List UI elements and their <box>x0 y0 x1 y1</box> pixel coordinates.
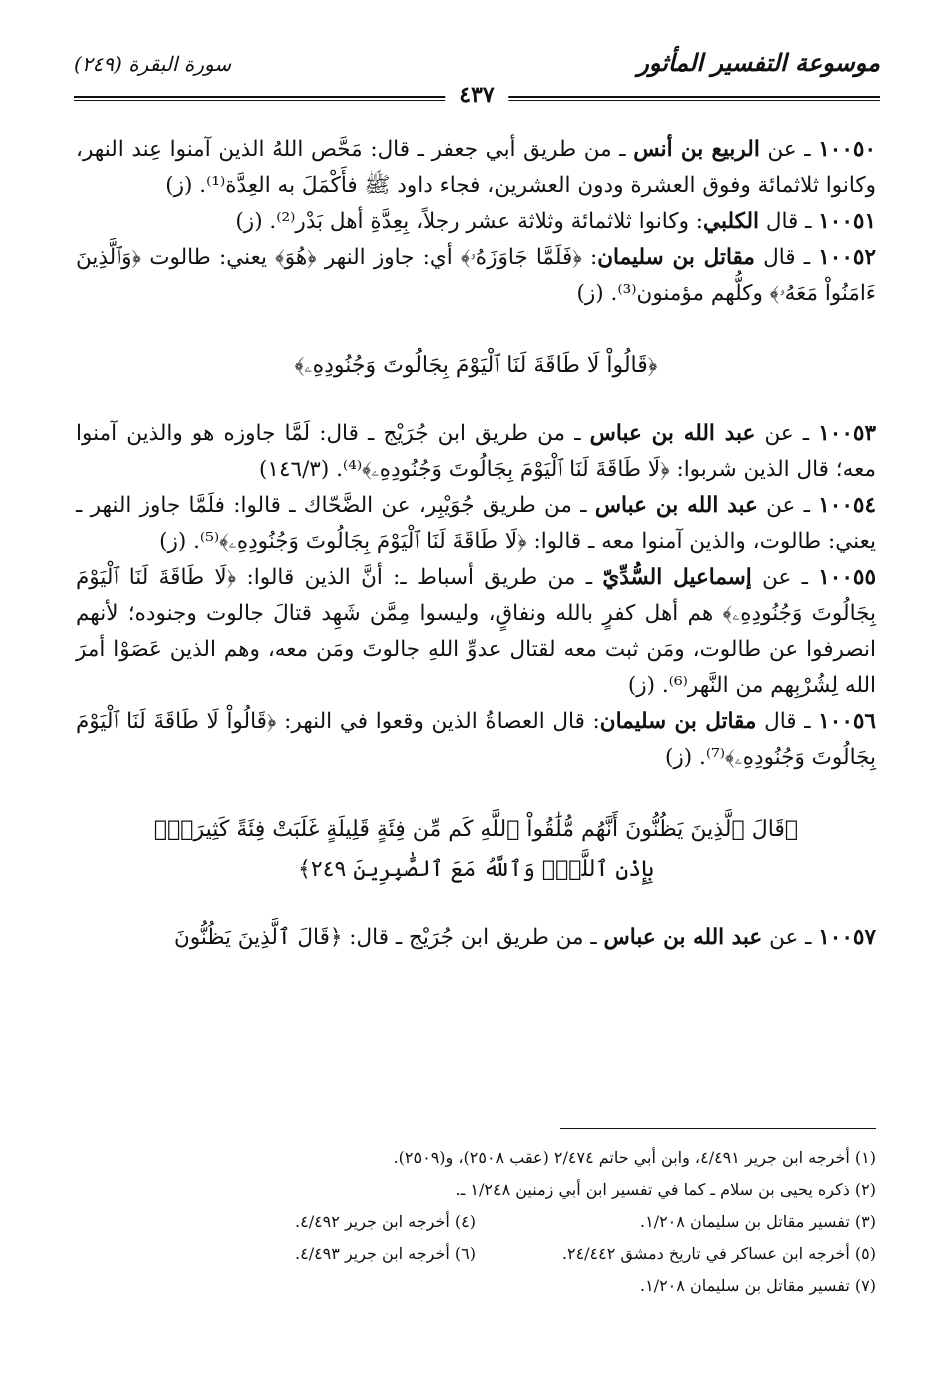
narration-number: ١٠٠٥٦ <box>818 709 876 734</box>
narration-prefix: ـ عن <box>751 565 819 590</box>
narration-text: ـ من طريق أبي جعفر ـ قال: مَحَّص اللهُ الذين آمنوا عِند النهر، وكانوا ثلاثمائة وفوق العشرة ودون العشرين، فجاء داود ﷺ فأَكْمَلَ به العِدَّة⁽¹⁾. (ز) <box>76 137 876 198</box>
narration-prefix: ـ قال <box>758 209 819 234</box>
footnote-3: (٣) تفسير مقاتل بن سليمان ١/٢٠٨. <box>640 1212 876 1231</box>
page-number: ٤٣٧ <box>445 82 508 108</box>
narration-10050 <box>76 132 876 204</box>
narration-number: ١٠٠٥٤ <box>818 493 876 518</box>
narration-10053 <box>76 416 876 488</box>
narration-text: ـ من طريق ابن جُرَيْج ـ قال: لَمَّا جاوزه هو والذين آمنوا معه؛ قال الذين شربوا: ﴿لَا طَاقَةَ لَنَا ٱلْيَوْمَ بِجَالُوتَ وَجُنُودِهِۦ﴾⁽⁴⁾. (١٤٦/٣) <box>76 421 876 482</box>
narration-10055 <box>76 560 876 704</box>
narration-prefix: ـ عن <box>757 493 819 518</box>
narrator-name: عبد الله بن عباس <box>594 493 758 518</box>
narration-text: : قال العصاةُ الذين وقعوا في النهر: ﴿قَالُواْ لَا طَاقَةَ لَنَا ٱلْيَوْمَ بِجَالُوتَ وَجُنُودِهِۦ﴾⁽⁷⁾. (ز) <box>76 709 876 770</box>
page-header <box>74 42 880 108</box>
footnote-6: (٦) أخرجه ابن جرير ٤/٤٩٣. <box>295 1244 476 1263</box>
footnote-7: (٧) تفسير مقاتل بن سليمان ١/٢٠٨. <box>640 1276 876 1295</box>
narration-prefix: ـ قال <box>756 709 819 734</box>
narrator-name: مقاتل بن سليمان <box>599 709 757 734</box>
narration-prefix: ـ عن <box>759 137 819 162</box>
footnote-row <box>76 1238 876 1270</box>
quran-verse-heading: ﴿قَالُواْ لَا طَاقَةَ لَنَا ٱلْيَوْمَ بِجَالُوتَ وَجُنُودِهِۦ﴾ <box>294 353 658 378</box>
narration-10056 <box>76 704 876 776</box>
footnote-4: (٤) أخرجه ابن جرير ٤/٤٩٢. <box>295 1212 476 1231</box>
narrator-name: عبد الله بن عباس <box>589 421 756 446</box>
narrator-name: عبد الله بن عباس <box>603 925 763 950</box>
narrator-name: مقاتل بن سليمان <box>597 245 755 270</box>
footnote-1: (١) أخرجه ابن جرير ٤/٤٩١، وابن أبي حاتم ٢/٤٧٤ (عقب ٢٥٠٨)، و(٢٥٠٩). <box>393 1148 876 1167</box>
footnote-separator <box>560 1128 876 1129</box>
book-title: موسوعة التفسير المأثور <box>637 48 880 77</box>
narration-10057 <box>76 920 876 956</box>
narration-text: ـ من طريق أسباط ـ: أنَّ الذين قالوا: ﴿لَا طَاقَةَ لَنَا ٱلْيَوْمَ بِجَالُوتَ وَجُنُودِهِۦ﴾ هم أهل كفرٍ بالله ونفاقٍ، وليسوا مِمَّن شَهِد قتالَ جالوت وجنوده؛ لأنهم انصرفوا عن طالوت، ومَن ثبت معه لقتال عدوِّ اللهِ جالوتَ ومَن معه، وهم الذين عَصَوْا أمرَ الله لِشُرْبِهم من النَّهر⁽⁶⁾. (ز) <box>76 565 876 698</box>
narration-prefix: ـ قال <box>754 245 819 270</box>
narration-number: ١٠٠٥٢ <box>818 245 876 270</box>
narration-number: ١٠٠٥٠ <box>818 137 876 162</box>
narration-number: ١٠٠٥١ <box>818 209 876 234</box>
narration-number: ١٠٠٥٣ <box>818 421 876 446</box>
main-text <box>76 132 876 956</box>
narrator-name: الربيع بن أنس <box>633 137 760 162</box>
narration-number: ١٠٠٥٧ <box>818 925 876 950</box>
footnotes <box>76 1142 876 1302</box>
footnote-row <box>76 1206 876 1238</box>
surah-label: سورة البقرة (٢٤٩) <box>74 52 232 76</box>
narration-prefix: ـ عن <box>755 421 819 446</box>
narration-text: ـ من طريق جُوَيْبِر، عن الضَّحّاك ـ قالوا: فلَمَّا جاوز النهر ـ يعني: طالوت، والذين آمنوا معه ـ قالوا: ﴿لَا طَاقَةَ لَنَا ٱلْيَوْمَ بِجَالُوتَ وَجُنُودِهِۦ﴾⁽⁵⁾. (ز) <box>76 493 876 554</box>
narration-10051 <box>76 204 876 240</box>
footnote-2: (٢) ذكره يحيى بن سلام ـ كما في تفسير ابن أبي زمنين ١/٢٤٨ ـ. <box>455 1180 876 1199</box>
narrator-name: الكلبي <box>703 209 759 234</box>
narration-text: : وكانوا ثلاثمائة وثلاثة عشر رجلاً، بِعِدَّةِ أهل بَدْر⁽²⁾. (ز) <box>235 209 704 234</box>
narration-10054 <box>76 488 876 560</box>
verse-line-1: ﴿قَالَ ٱلَّذِينَ يَظُنُّونَ أَنَّهُم مُّلَٰقُواْ ٱللَّهِ كَم مِّن فِئَةٍ قَلِيلَةٍ غَلَبَتْ فِئَةً كَثِيرَةًۢ <box>153 817 799 842</box>
quran-verse-heading-2 <box>76 810 876 890</box>
narration-10052 <box>76 240 876 312</box>
narrator-name: إسماعيل السُّدِّيّ <box>602 565 752 590</box>
narration-text: ـ من طريق ابن جُرَيْج ـ قال: ﴿قَالَ ٱلَّذِينَ يَظُنُّونَ <box>173 925 604 950</box>
narration-prefix: ـ عن <box>762 925 819 950</box>
narration-text: : ﴿فَلَمَّا جَاوَزَهُۥ﴾ أي: جاوز النهر ﴿هُوَ﴾ يعني: طالوت ﴿وَٱلَّذِينَ ءَامَنُواْ مَعَهُۥ﴾ وكلُّهم مؤمنون⁽³⁾. (ز) <box>76 245 876 306</box>
narration-number: ١٠٠٥٥ <box>818 565 876 590</box>
footnote-5: (٥) أخرجه ابن عساكر في تاريخ دمشق ٢٤/٤٤٢. <box>561 1244 876 1263</box>
verse-line-2: بِإِذْنِ ٱللَّهِۗ وَٱللَّهُ مَعَ ٱلصَّٰبِرِينَ ٢٤٩﴾ <box>297 857 655 882</box>
